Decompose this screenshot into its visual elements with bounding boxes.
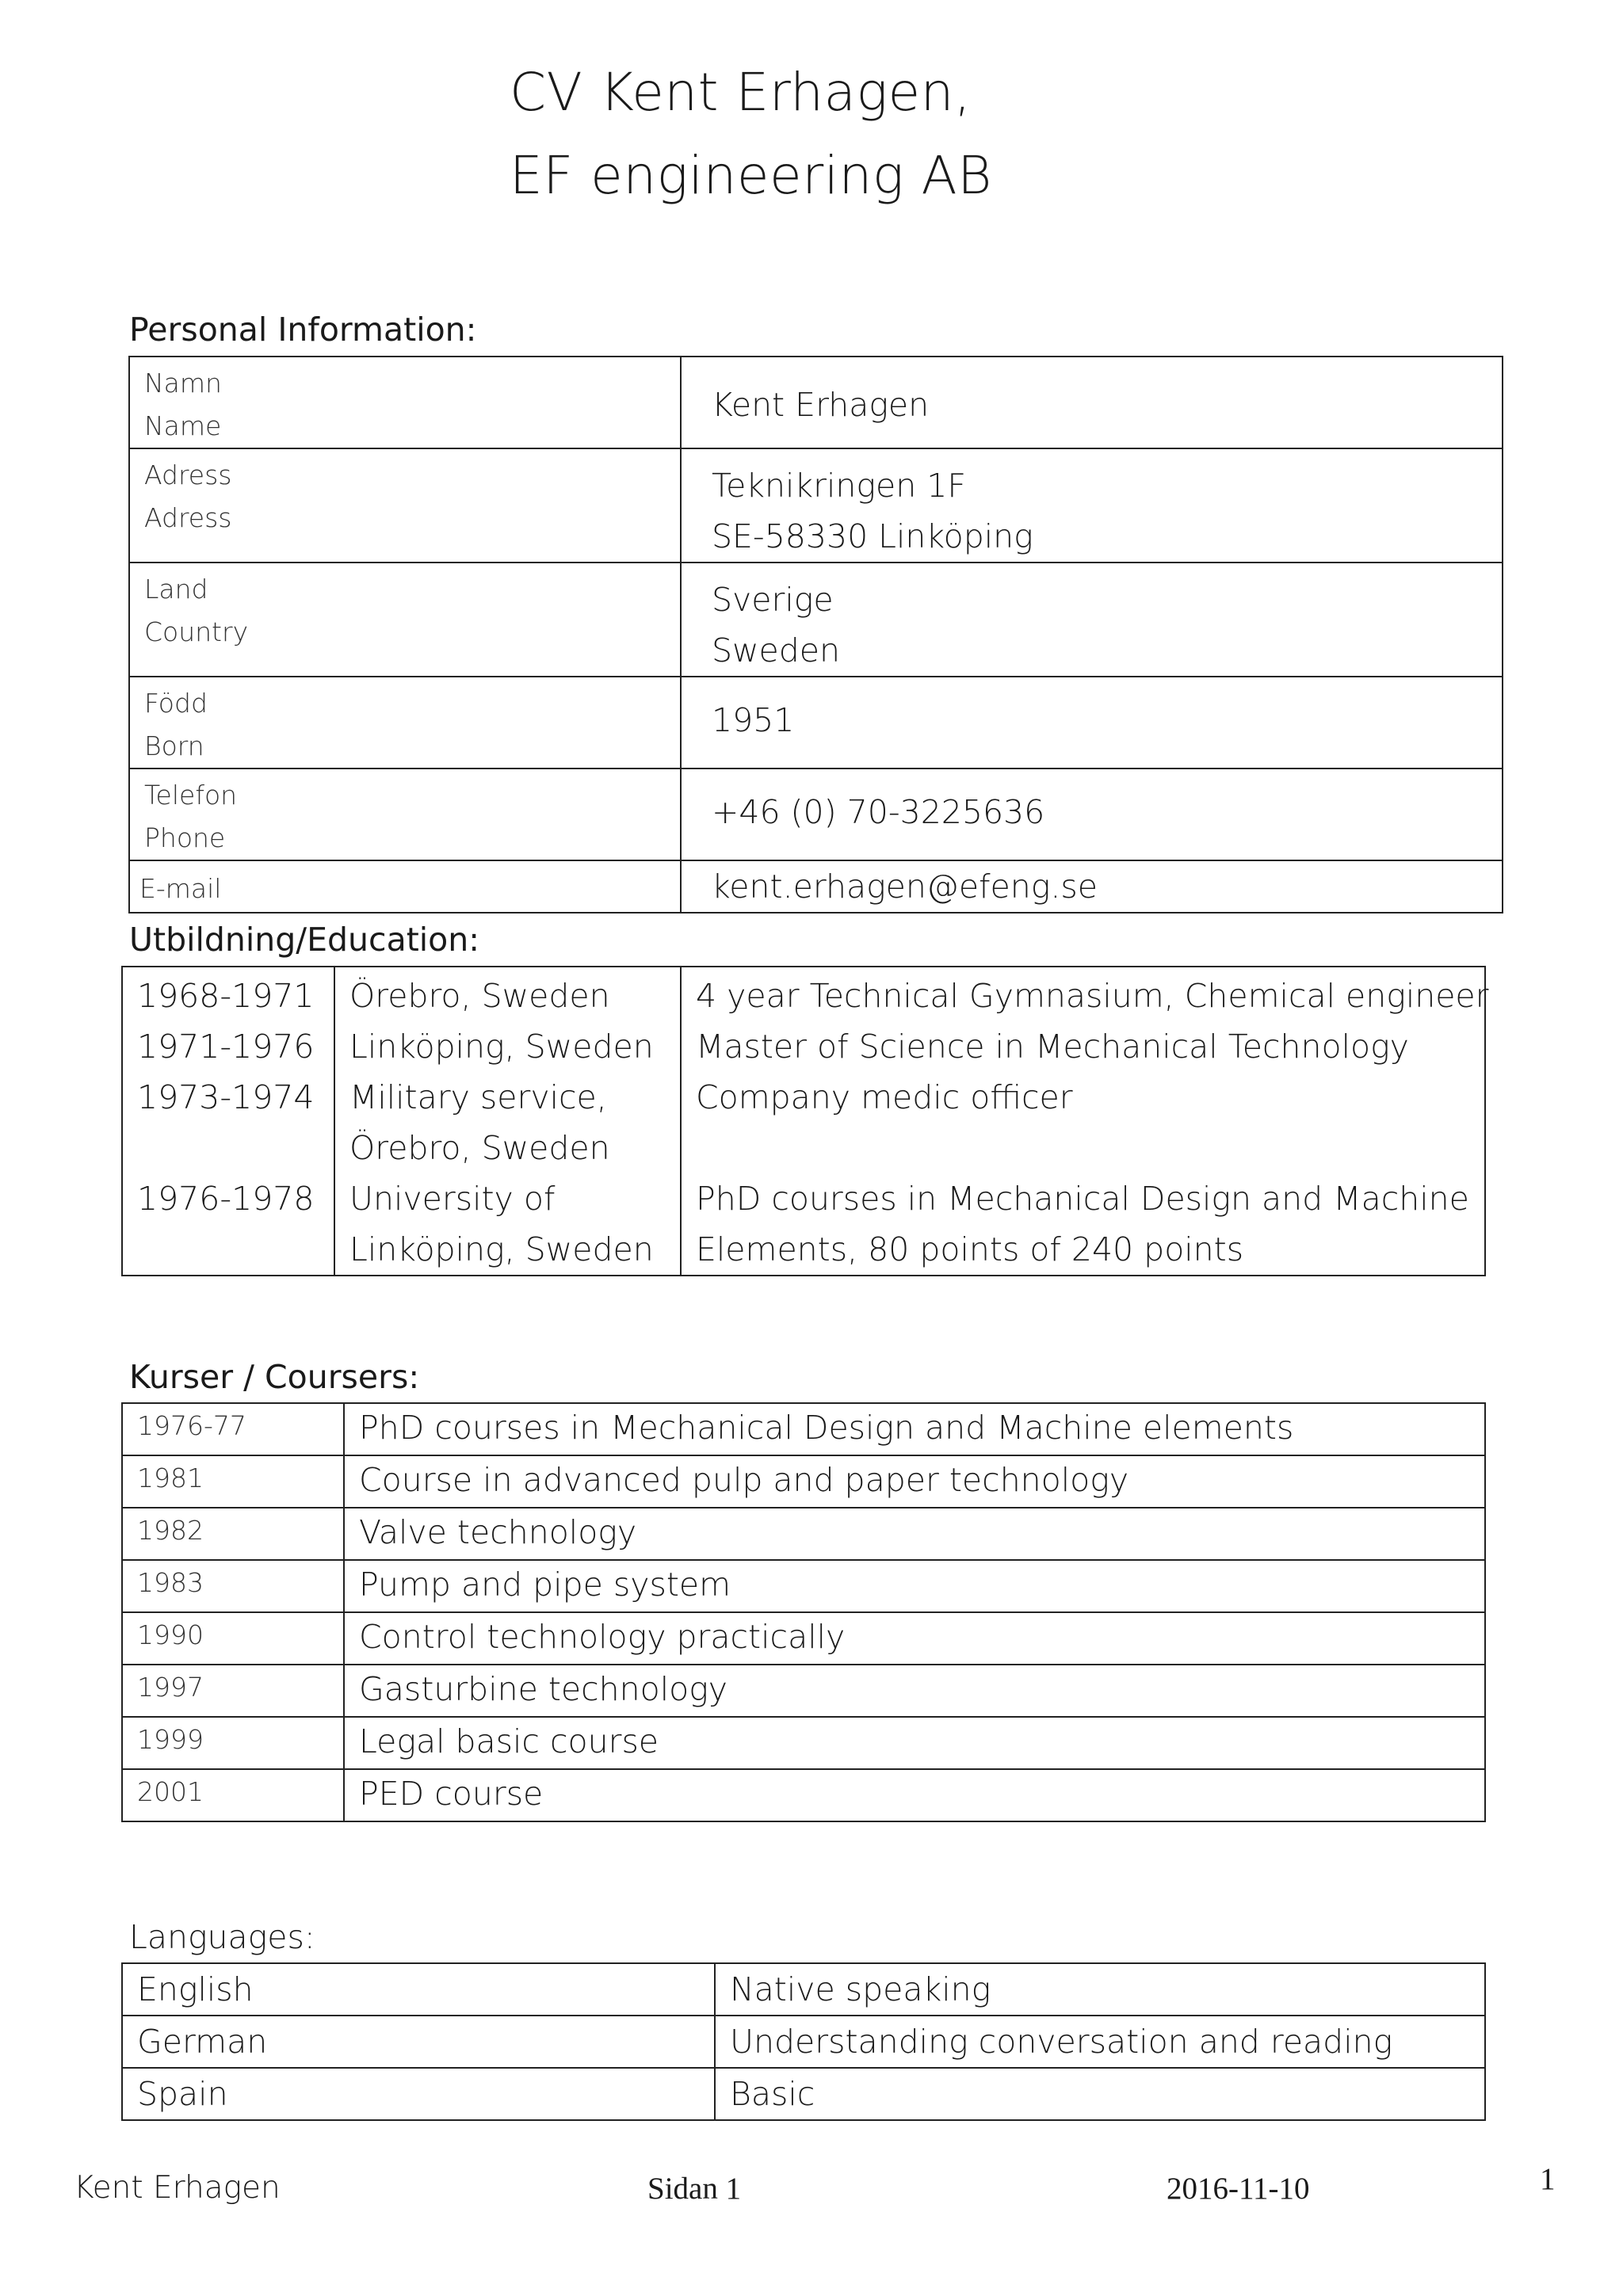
- education-description: 4 year Technical Gymnasium, Chemical engineer: [696, 977, 1489, 1015]
- label-en: Adress: [144, 502, 232, 533]
- personal-info-table: [128, 356, 1503, 913]
- education-description: Company medic officer: [696, 1078, 1073, 1116]
- label-en: Born: [144, 730, 204, 761]
- course-row: [122, 1717, 1485, 1769]
- course-year: 1983: [122, 1560, 344, 1612]
- education-years-cell: [122, 967, 334, 1276]
- phone-value: +46 (0) 70-3225636: [712, 793, 1045, 831]
- footer-page-number: 1: [1540, 2162, 1556, 2196]
- education-table: [121, 966, 1489, 1276]
- language-level: Native speaking: [715, 1963, 1485, 2016]
- country-en: Sweden: [712, 631, 841, 669]
- document-title-line-2: EF engineering AB: [510, 145, 992, 206]
- personal-info-heading: Personal Information:: [129, 311, 477, 349]
- course-name: Course in advanced pulp and paper technology: [344, 1455, 1485, 1508]
- courses-table: [121, 1402, 1486, 1822]
- language-row: [122, 2016, 1485, 2068]
- education-places-cell: [334, 967, 681, 1276]
- education-year: 1973-1974: [137, 1078, 315, 1116]
- education-heading-text: Utbildning/Education: [129, 921, 469, 959]
- course-year: 1981: [122, 1455, 344, 1508]
- label-en: Phone: [144, 822, 226, 853]
- name-value: Kent Erhagen: [712, 386, 930, 424]
- label-sv: Född: [144, 688, 208, 719]
- education-place: Linköping, Sweden: [349, 1028, 654, 1066]
- personal-row-email: [129, 860, 1503, 913]
- course-name: PED course: [344, 1769, 1485, 1821]
- born-value: 1951: [712, 701, 795, 739]
- course-name: Control technology practically: [344, 1612, 1485, 1665]
- education-description: Master of Science in Mechanical Technology: [696, 1028, 1409, 1066]
- address-street: Teknikringen 1F: [712, 467, 966, 505]
- education-year: 1971-1976: [137, 1028, 315, 1066]
- education-heading-colon: :: [468, 921, 480, 959]
- footer-date: 2016-11-10: [1167, 2172, 1310, 2206]
- label-sv: Namn: [144, 368, 222, 399]
- course-row: [122, 1665, 1485, 1717]
- languages-heading: Languages:: [129, 1918, 315, 1956]
- course-name: Valve technology: [344, 1508, 1485, 1560]
- education-description: PhD courses in Mechanical Design and Machine: [696, 1180, 1469, 1218]
- course-row: [122, 1612, 1485, 1665]
- language-level: Basic: [715, 2068, 1485, 2120]
- course-name: Pump and pipe system: [344, 1560, 1485, 1612]
- education-descriptions-cell: [681, 967, 1489, 1276]
- course-year: 1976-77: [122, 1403, 344, 1455]
- course-year: 2001: [122, 1769, 344, 1821]
- education-place: University of: [349, 1180, 556, 1218]
- course-row: [122, 1403, 1485, 1455]
- label-sv: Land: [144, 574, 208, 605]
- courses-heading: Kurser / Coursers:: [129, 1358, 420, 1396]
- course-year: 1997: [122, 1665, 344, 1717]
- language-name: English: [122, 1963, 715, 2016]
- personal-row-address: [129, 448, 1503, 563]
- label-sv: Adress: [144, 460, 232, 490]
- personal-row-born: [129, 677, 1503, 769]
- email-value: kent.erhagen@efeng.se: [712, 868, 1098, 906]
- course-name: Gasturbine technology: [344, 1665, 1485, 1717]
- label-en: Country: [144, 616, 249, 647]
- education-description: Elements, 80 points of 240 points: [696, 1230, 1244, 1268]
- languages-table: [121, 1962, 1486, 2121]
- education-description-blank: [696, 1123, 1484, 1173]
- course-name: Legal basic course: [344, 1717, 1485, 1769]
- label-email: E-mail: [139, 873, 222, 904]
- language-name: German: [122, 2016, 715, 2068]
- course-row: [122, 1769, 1485, 1821]
- course-year: 1999: [122, 1717, 344, 1769]
- education-place: Örebro, Sweden: [349, 977, 610, 1015]
- language-level: Understanding conversation and reading: [715, 2016, 1485, 2068]
- course-year: 1990: [122, 1612, 344, 1665]
- personal-row-country: [129, 563, 1503, 677]
- language-row: [122, 1963, 1485, 2016]
- course-row: [122, 1455, 1485, 1508]
- footer-page-label: Sidan 1: [647, 2172, 742, 2206]
- course-name: PhD courses in Mechanical Design and Machine elements: [344, 1403, 1485, 1455]
- education-year: 1976-1978: [137, 1180, 315, 1218]
- education-row: [122, 967, 1485, 1276]
- education-place: Military service,: [349, 1078, 607, 1116]
- country-sv: Sverige: [712, 581, 834, 619]
- label-en: Name: [144, 410, 222, 441]
- language-row: [122, 2068, 1485, 2120]
- language-name: Spain: [122, 2068, 715, 2120]
- personal-row-phone: [129, 769, 1503, 860]
- education-place: Linköping, Sweden: [349, 1230, 654, 1268]
- label-sv: Telefon: [144, 780, 238, 810]
- course-row: [122, 1560, 1485, 1612]
- address-city: SE-58330 Linköping: [712, 517, 1033, 555]
- education-place: Örebro, Sweden: [349, 1129, 610, 1167]
- education-year-blank: [137, 1123, 334, 1173]
- personal-row-name: [129, 357, 1503, 448]
- education-year: 1968-1971: [137, 977, 315, 1015]
- document-title-line-1: CV Kent Erhagen,: [510, 62, 972, 123]
- footer-author: Kent Erhagen: [74, 2170, 281, 2206]
- course-row: [122, 1508, 1485, 1560]
- course-year: 1982: [122, 1508, 344, 1560]
- education-heading: [129, 921, 479, 959]
